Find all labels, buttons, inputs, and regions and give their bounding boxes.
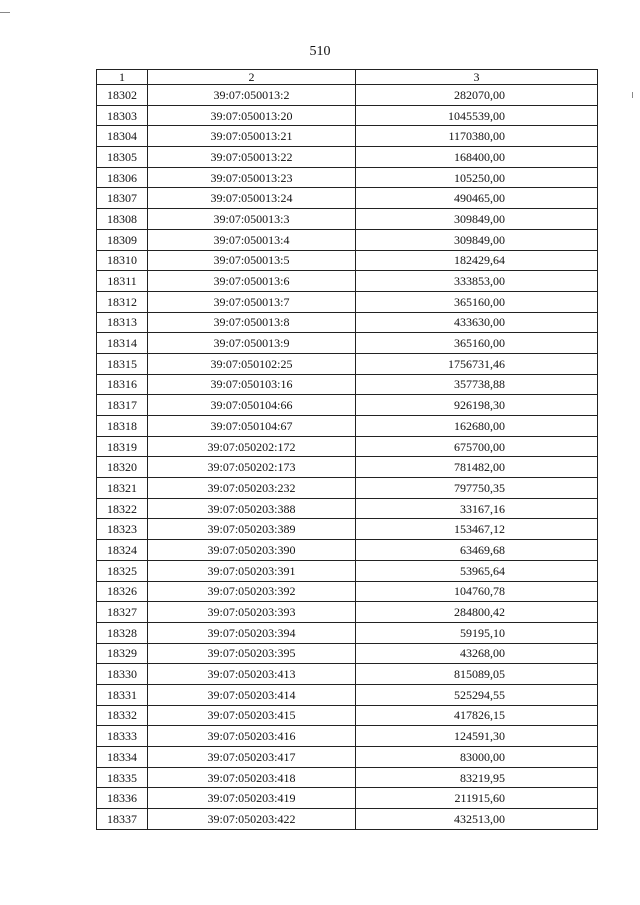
cadastral-number-cell: 39:07:050104:67 bbox=[148, 416, 356, 437]
value-cell: 525294,55 bbox=[356, 684, 598, 705]
value-cell: 59195,10 bbox=[356, 622, 598, 643]
table-row bbox=[97, 395, 598, 416]
row-number-cell: 18319 bbox=[97, 436, 148, 457]
table-row bbox=[97, 105, 598, 126]
value-cell: 211915,60 bbox=[356, 788, 598, 809]
table-row bbox=[97, 250, 598, 271]
cadastral-number-cell: 39:07:050013:7 bbox=[148, 291, 356, 312]
table-row bbox=[97, 726, 598, 747]
value-cell: 432513,00 bbox=[356, 809, 598, 830]
cadastral-number-cell: 39:07:050203:394 bbox=[148, 622, 356, 643]
cadastral-number-cell: 39:07:050203:389 bbox=[148, 519, 356, 540]
cadastral-number-cell: 39:07:050202:172 bbox=[148, 436, 356, 457]
table-row bbox=[97, 353, 598, 374]
row-number-cell: 18332 bbox=[97, 705, 148, 726]
value-cell: 797750,35 bbox=[356, 478, 598, 499]
page-number: 510 bbox=[309, 44, 331, 59]
row-number-cell: 18329 bbox=[97, 643, 148, 664]
row-number-cell: 18336 bbox=[97, 788, 148, 809]
cadastral-number-cell: 39:07:050102:25 bbox=[148, 353, 356, 374]
cadastral-number-cell: 39:07:050013:22 bbox=[148, 147, 356, 168]
value-cell: 333853,00 bbox=[356, 271, 598, 292]
row-number-cell: 18324 bbox=[97, 540, 148, 561]
value-cell: 83219,95 bbox=[356, 767, 598, 788]
table-row bbox=[97, 126, 598, 147]
row-number-cell: 18310 bbox=[97, 250, 148, 271]
value-cell: 365160,00 bbox=[356, 333, 598, 354]
value-cell: 162680,00 bbox=[356, 416, 598, 437]
cadastral-number-cell: 39:07:050013:4 bbox=[148, 229, 356, 250]
table-row bbox=[97, 540, 598, 561]
row-number-cell: 18326 bbox=[97, 581, 148, 602]
value-cell: 781482,00 bbox=[356, 457, 598, 478]
cadastral-number-cell: 39:07:050203:391 bbox=[148, 560, 356, 581]
table-row bbox=[97, 167, 598, 188]
value-cell: 433630,00 bbox=[356, 312, 598, 333]
row-number-cell: 18320 bbox=[97, 457, 148, 478]
table-header-row bbox=[97, 70, 598, 85]
table-row bbox=[97, 602, 598, 623]
cadastral-number-cell: 39:07:050013:8 bbox=[148, 312, 356, 333]
value-cell: 309849,00 bbox=[356, 209, 598, 230]
table-row bbox=[97, 188, 598, 209]
row-number-cell: 18328 bbox=[97, 622, 148, 643]
cadastral-number-cell: 39:07:050013:20 bbox=[148, 105, 356, 126]
table-row bbox=[97, 705, 598, 726]
cadastral-number-cell: 39:07:050203:418 bbox=[148, 767, 356, 788]
table-row bbox=[97, 85, 598, 106]
scan-edge-mark bbox=[0, 12, 10, 13]
row-number-cell: 18304 bbox=[97, 126, 148, 147]
cadastral-number-cell: 39:07:050203:390 bbox=[148, 540, 356, 561]
row-number-cell: 18311 bbox=[97, 271, 148, 292]
cadastral-number-cell: 39:07:050203:414 bbox=[148, 684, 356, 705]
column-header-2: 2 bbox=[148, 70, 356, 85]
row-number-cell: 18303 bbox=[97, 105, 148, 126]
table-row bbox=[97, 271, 598, 292]
value-cell: 675700,00 bbox=[356, 436, 598, 457]
value-cell: 105250,00 bbox=[356, 167, 598, 188]
value-cell: 43268,00 bbox=[356, 643, 598, 664]
cadastral-number-cell: 39:07:050203:416 bbox=[148, 726, 356, 747]
row-number-cell: 18306 bbox=[97, 167, 148, 188]
cadastral-number-cell: 39:07:050203:422 bbox=[148, 809, 356, 830]
table-row bbox=[97, 374, 598, 395]
row-number-cell: 18325 bbox=[97, 560, 148, 581]
cadastral-number-cell: 39:07:050013:23 bbox=[148, 167, 356, 188]
table-row bbox=[97, 519, 598, 540]
cadastral-number-cell: 39:07:050104:66 bbox=[148, 395, 356, 416]
table-row bbox=[97, 788, 598, 809]
cadastral-number-cell: 39:07:050202:173 bbox=[148, 457, 356, 478]
cadastral-number-cell: 39:07:050203:415 bbox=[148, 705, 356, 726]
row-number-cell: 18323 bbox=[97, 519, 148, 540]
cadastral-number-cell: 39:07:050013:6 bbox=[148, 271, 356, 292]
value-cell: 168400,00 bbox=[356, 147, 598, 168]
value-cell: 1756731,46 bbox=[356, 353, 598, 374]
table-row bbox=[97, 147, 598, 168]
table-row bbox=[97, 229, 598, 250]
table-row bbox=[97, 312, 598, 333]
column-header-1: 1 bbox=[97, 70, 148, 85]
row-number-cell: 18305 bbox=[97, 147, 148, 168]
row-number-cell: 18330 bbox=[97, 664, 148, 685]
table-row bbox=[97, 643, 598, 664]
cadastral-number-cell: 39:07:050013:2 bbox=[148, 85, 356, 106]
value-cell: 490465,00 bbox=[356, 188, 598, 209]
table-row bbox=[97, 498, 598, 519]
value-cell: 417826,15 bbox=[356, 705, 598, 726]
cadastral-number-cell: 39:07:050013:24 bbox=[148, 188, 356, 209]
register-table bbox=[96, 69, 598, 830]
value-cell: 83000,00 bbox=[356, 747, 598, 768]
table-row bbox=[97, 457, 598, 478]
row-number-cell: 18312 bbox=[97, 291, 148, 312]
cadastral-number-cell: 39:07:050013:3 bbox=[148, 209, 356, 230]
table-row bbox=[97, 767, 598, 788]
table-row bbox=[97, 416, 598, 437]
row-number-cell: 18308 bbox=[97, 209, 148, 230]
table-row bbox=[97, 209, 598, 230]
row-number-cell: 18321 bbox=[97, 478, 148, 499]
cadastral-number-cell: 39:07:050203:413 bbox=[148, 664, 356, 685]
row-number-cell: 18318 bbox=[97, 416, 148, 437]
cadastral-number-cell: 39:07:050013:5 bbox=[148, 250, 356, 271]
cadastral-number-cell: 39:07:050203:232 bbox=[148, 478, 356, 499]
cadastral-number-cell: 39:07:050013:9 bbox=[148, 333, 356, 354]
table-row bbox=[97, 560, 598, 581]
table-row bbox=[97, 436, 598, 457]
cadastral-number-cell: 39:07:050203:419 bbox=[148, 788, 356, 809]
table-row bbox=[97, 478, 598, 499]
value-cell: 282070,00 bbox=[356, 85, 598, 106]
row-number-cell: 18327 bbox=[97, 602, 148, 623]
value-cell: 104760,78 bbox=[356, 581, 598, 602]
row-number-cell: 18314 bbox=[97, 333, 148, 354]
cadastral-number-cell: 39:07:050013:21 bbox=[148, 126, 356, 147]
value-cell: 1045539,00 bbox=[356, 105, 598, 126]
row-number-cell: 18307 bbox=[97, 188, 148, 209]
row-number-cell: 18302 bbox=[97, 85, 148, 106]
row-number-cell: 18309 bbox=[97, 229, 148, 250]
value-cell: 365160,00 bbox=[356, 291, 598, 312]
cadastral-number-cell: 39:07:050203:417 bbox=[148, 747, 356, 768]
table-row bbox=[97, 622, 598, 643]
row-number-cell: 18333 bbox=[97, 726, 148, 747]
cadastral-number-cell: 39:07:050203:393 bbox=[148, 602, 356, 623]
row-number-cell: 18334 bbox=[97, 747, 148, 768]
cadastral-number-cell: 39:07:050103:16 bbox=[148, 374, 356, 395]
value-cell: 309849,00 bbox=[356, 229, 598, 250]
value-cell: 182429,64 bbox=[356, 250, 598, 271]
table-row bbox=[97, 664, 598, 685]
table-row bbox=[97, 809, 598, 830]
value-cell: 124591,30 bbox=[356, 726, 598, 747]
row-number-cell: 18337 bbox=[97, 809, 148, 830]
table-row bbox=[97, 291, 598, 312]
table-row bbox=[97, 747, 598, 768]
value-cell: 63469,68 bbox=[356, 540, 598, 561]
column-header-3: 3 bbox=[356, 70, 598, 85]
cadastral-number-cell: 39:07:050203:392 bbox=[148, 581, 356, 602]
table-body bbox=[97, 85, 598, 830]
value-cell: 53965,64 bbox=[356, 560, 598, 581]
value-cell: 33167,16 bbox=[356, 498, 598, 519]
table-row bbox=[97, 333, 598, 354]
cadastral-number-cell: 39:07:050203:395 bbox=[148, 643, 356, 664]
table-row bbox=[97, 581, 598, 602]
cadastral-number-cell: 39:07:050203:388 bbox=[148, 498, 356, 519]
table-row bbox=[97, 684, 598, 705]
row-number-cell: 18315 bbox=[97, 353, 148, 374]
row-number-cell: 18331 bbox=[97, 684, 148, 705]
value-cell: 153467,12 bbox=[356, 519, 598, 540]
row-number-cell: 18317 bbox=[97, 395, 148, 416]
row-number-cell: 18316 bbox=[97, 374, 148, 395]
value-cell: 1170380,00 bbox=[356, 126, 598, 147]
row-number-cell: 18335 bbox=[97, 767, 148, 788]
row-number-cell: 18313 bbox=[97, 312, 148, 333]
scan-edge-mark bbox=[632, 92, 633, 98]
value-cell: 815089,05 bbox=[356, 664, 598, 685]
value-cell: 284800,42 bbox=[356, 602, 598, 623]
value-cell: 357738,88 bbox=[356, 374, 598, 395]
row-number-cell: 18322 bbox=[97, 498, 148, 519]
value-cell: 926198,30 bbox=[356, 395, 598, 416]
